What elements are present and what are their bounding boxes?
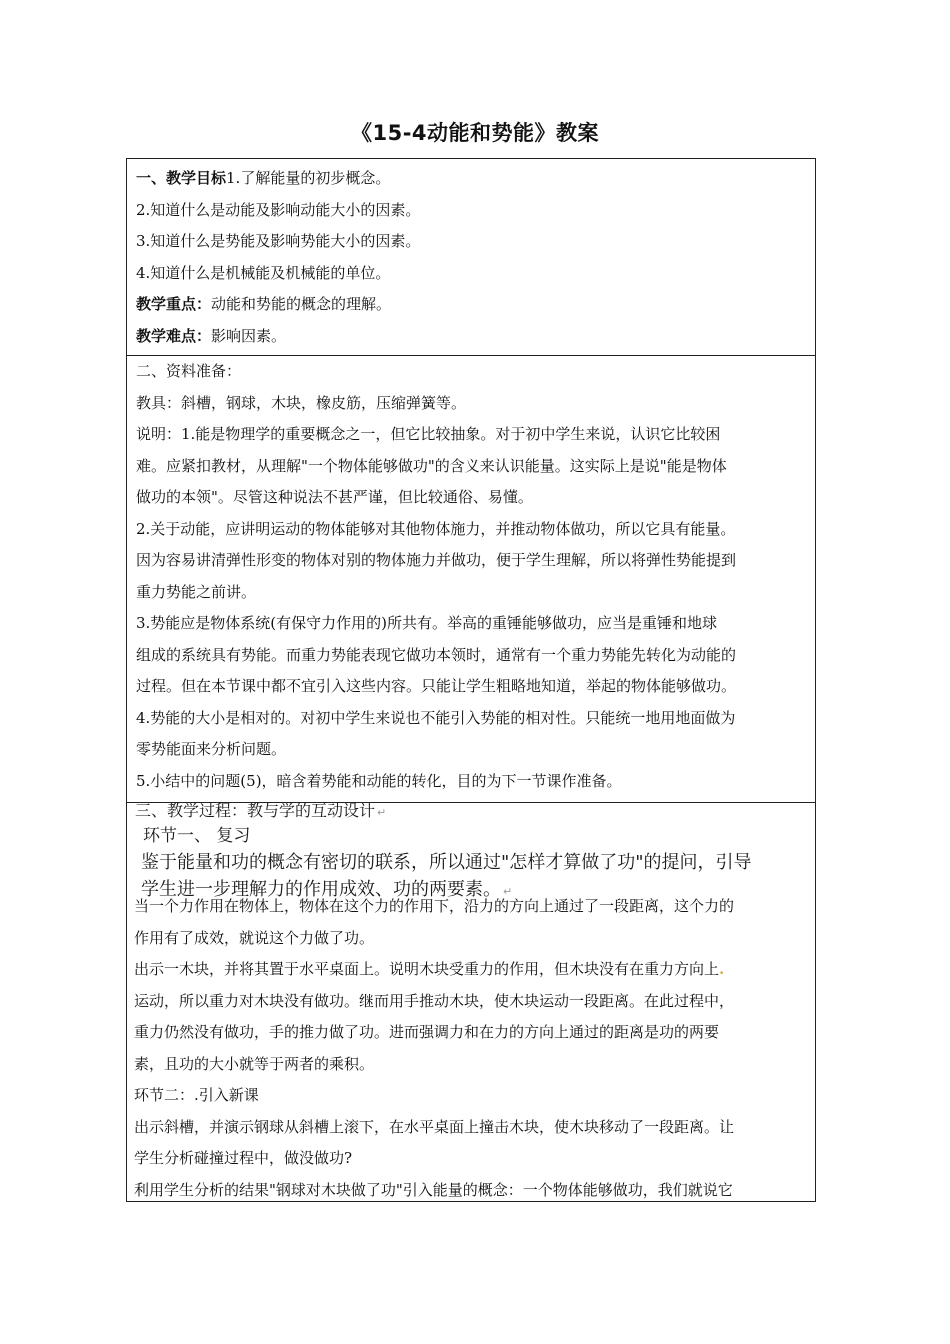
review-paragraph-line: 学生进一步理解力的作用成效、功的两要素。 ↵ xyxy=(141,879,513,900)
materials-line: 过程。但在本节课中都不宜引入这些内容。只能让学生粗略地知道，举起的物体能够做功。 xyxy=(136,677,737,695)
materials-line: 做功的本领"。尽管这种说法不甚严谨，但比较通俗、易懂。 xyxy=(136,488,533,506)
materials-line: 3.势能应是物体系统(有保守力作用的)所共有。举高的重锤能够做功，应当是重锤和地球 xyxy=(136,614,718,632)
materials-line: 难。应紧扣教材，从理解"一个物体能够做功"的含义来认识能量。这实际上是说"能是物体 xyxy=(136,456,727,475)
objective-2: 2.知道什么是动能及影响动能大小的因素。 xyxy=(136,200,421,219)
materials-heading: 二、资料准备： xyxy=(136,362,242,380)
process-line: 重力仍然没有做功，手的推力做了功。进而强调力和在力的方向上通过的距离是功的两要 xyxy=(134,1023,720,1041)
step-two-heading: 环节二：.引入新课 xyxy=(134,1086,259,1104)
key-point-text: 动能和势能的概念的理解。 xyxy=(211,295,392,313)
key-point-line xyxy=(136,289,809,321)
process-line: 运动，所以重力对木块没有做功。继而用手推动木块，使木块运动一段距离。在此过程中， xyxy=(134,991,735,1010)
objective-1: 1.了解能量的初步概念。 xyxy=(226,169,391,187)
process-line: 当一个力作用在物体上，物体在这个力的作用下，沿力的方向上通过了一段距离，这个力的 xyxy=(134,897,735,915)
materials-line: 4.势能的大小是相对的。对初中学生来说也不能引入势能的相对性。只能统一地用地面做为 xyxy=(136,708,736,727)
objective-4: 4.知道什么是机械能及机械能的单位。 xyxy=(136,263,391,282)
process-line: 素，且功的大小就等于两者的乘积。 xyxy=(134,1054,375,1073)
process-line: 学生分析碰撞过程中，做没做功? xyxy=(134,1149,353,1167)
stray-dot-mark: . xyxy=(719,960,725,978)
teaching-objectives-section xyxy=(136,163,809,352)
lesson-plan-table xyxy=(126,158,816,1202)
materials-line: 因为容易讲清弹性形变的物体对别的物体施力并做功，便于学生理解，所以将弹性势能提到 xyxy=(136,551,737,569)
teaching-process-section xyxy=(134,891,809,1206)
difficulty-text: 影响因素。 xyxy=(211,326,287,345)
process-line: 出示一木块，并将其置于水平桌面上。说明木块受重力的作用，但木块没有在重力方向上. xyxy=(134,960,725,978)
materials-line: 组成的系统具有势能。而重力势能表现它做功本领时，通常有一个重力势能先转化为动能的 xyxy=(136,645,737,664)
process-heading: 三、教学过程：教与学的互动设计 ↵ xyxy=(135,801,387,820)
objective-line-1 xyxy=(136,163,809,195)
objective-3: 3.知道什么是势能及影响势能大小的因素。 xyxy=(136,232,421,250)
key-point-label: 教学重点： xyxy=(136,295,212,313)
document-title: 《15-4动能和势能》教案 xyxy=(350,121,600,145)
materials-line: 重力势能之前讲。 xyxy=(136,582,257,601)
return-mark-icon: ↵ xyxy=(503,885,513,898)
process-line: 出示斜槽，并演示钢球从斜槽上滚下，在水平桌面上撞击木块，使木块移动了一段距离。让 xyxy=(134,1117,735,1136)
return-mark-icon: ↵ xyxy=(377,806,387,819)
difficulty-label: 教学难点： xyxy=(136,326,212,345)
materials-line: 说明：1.能是物理学的重要概念之一，但它比较抽象。对于初中学生来说，认识它比较困 xyxy=(136,425,721,443)
materials-line: 2.关于动能，应讲明运动的物体能够对其他物体施力，并推动物体做功，所以它具有能量。 xyxy=(136,519,736,538)
materials-line: 教具：斜槽，钢球，木块，橡皮筋，压缩弹簧等。 xyxy=(136,393,467,412)
process-line: 作用有了成效，就说这个力做了功。 xyxy=(134,928,375,947)
materials-line: 零势能面来分析问题。 xyxy=(136,740,287,758)
difficulty-line xyxy=(136,321,809,353)
materials-section xyxy=(136,356,809,797)
process-scanned-block xyxy=(135,801,807,905)
review-paragraph-line: 鉴于能量和功的概念有密切的联系，所以通过"怎样才算做了功"的提问，引导 xyxy=(141,852,752,873)
materials-line: 5.小结中的问题(5)，暗含着势能和动能的转化，目的为下一节课作准备。 xyxy=(136,771,622,790)
objectives-heading: 一、教学目标 xyxy=(136,169,227,187)
step-one-heading: 环节一、 复习 xyxy=(143,826,251,846)
process-line: 利用学生分析的结果"钢球对木块做了功"引入能量的概念：一个物体能够做功，我们就说它 xyxy=(134,1180,733,1199)
